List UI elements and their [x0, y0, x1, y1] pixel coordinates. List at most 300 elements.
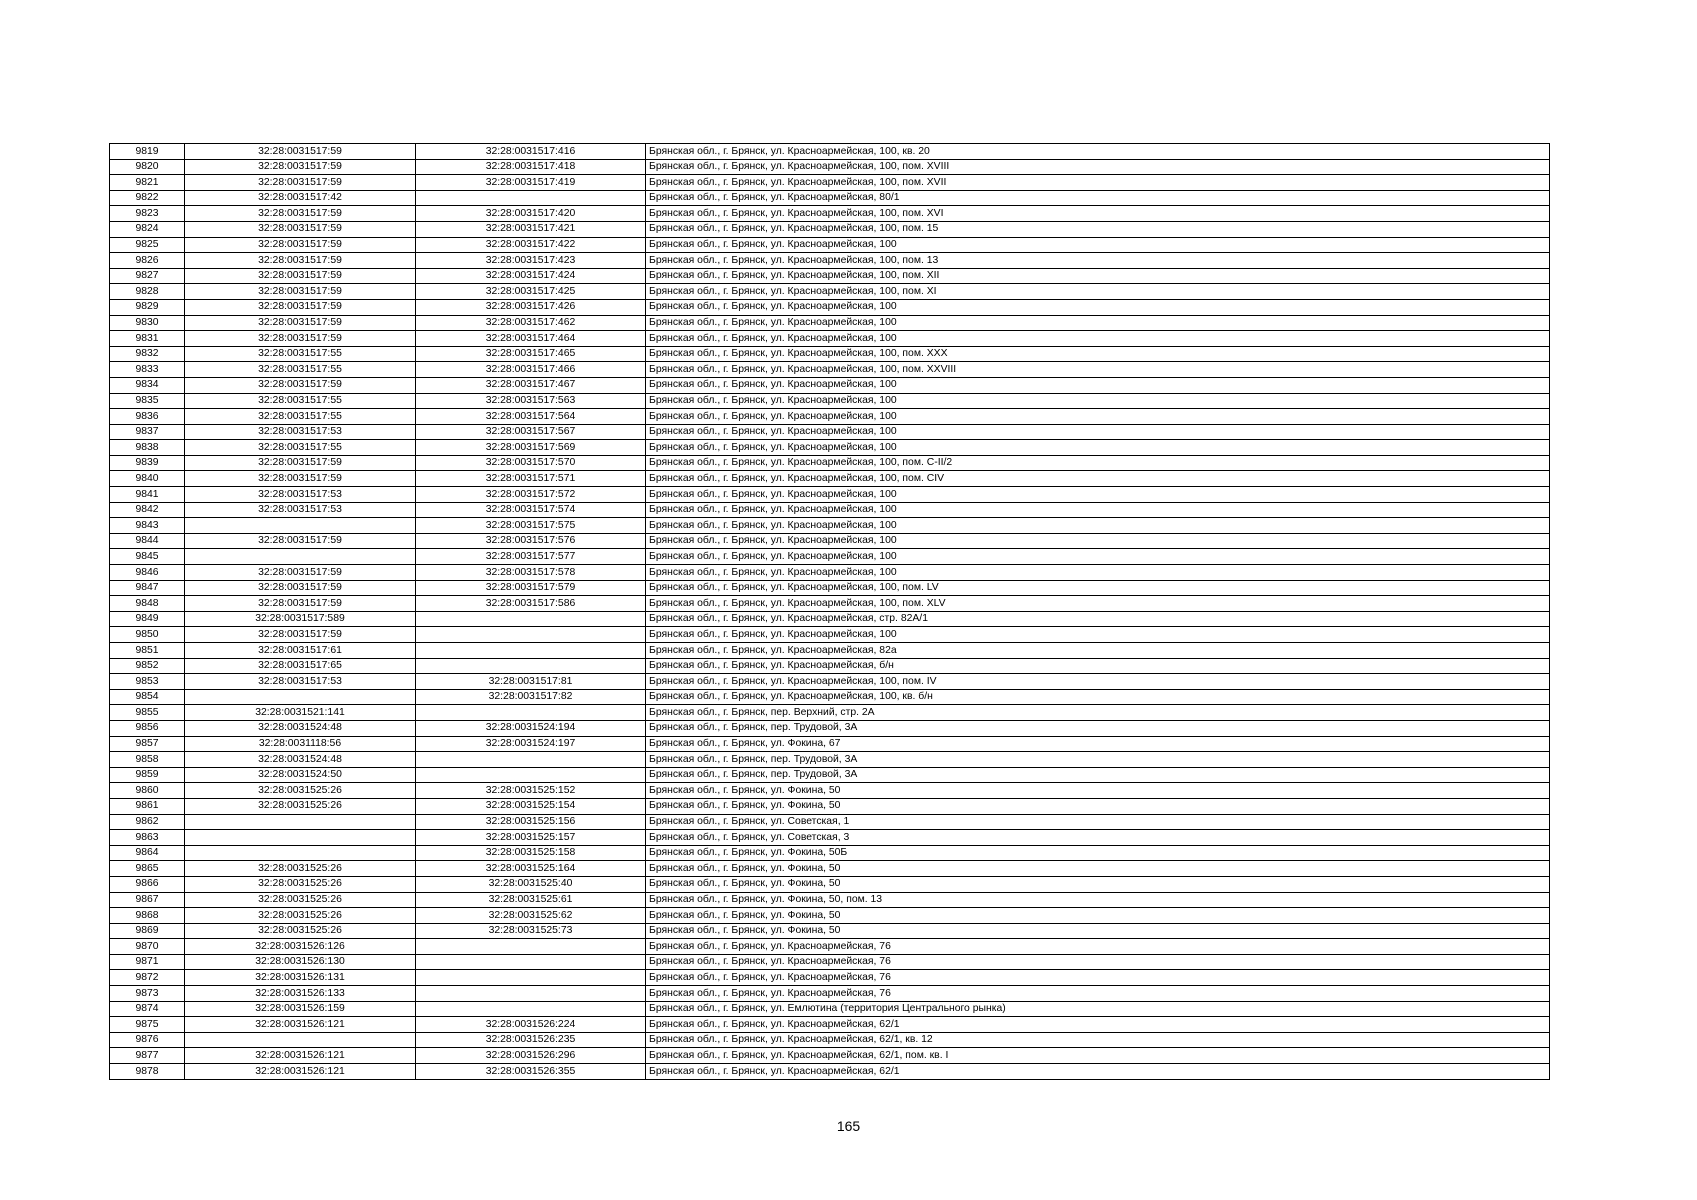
- parcel-cadastral-number-cell: 32:28:0031524:48: [185, 720, 416, 736]
- row-number-cell: 9849: [110, 611, 185, 627]
- address-cell: Брянская обл., г. Брянск, ул. Красноармейская, 76: [646, 939, 1550, 955]
- parcel-cadastral-number-cell: 32:28:0031517:59: [185, 315, 416, 331]
- parcel-cadastral-number-cell: 32:28:0031526:130: [185, 954, 416, 970]
- address-cell: Брянская обл., г. Брянск, ул. Красноармейская, 76: [646, 986, 1550, 1002]
- address-cell: Брянская обл., г. Брянск, ул. Красноармейская, стр. 82А/1: [646, 611, 1550, 627]
- table-row: [110, 939, 1550, 955]
- table-row: [110, 1001, 1550, 1017]
- row-number-cell: 9835: [110, 393, 185, 409]
- object-cadastral-number-cell: 32:28:0031525:61: [416, 892, 646, 908]
- row-number-cell: 9863: [110, 830, 185, 846]
- row-number-cell: 9856: [110, 720, 185, 736]
- address-cell: Брянская обл., г. Брянск, ул. Советская, 3: [646, 830, 1550, 846]
- address-cell: Брянская обл., г. Брянск, ул. Советская, 1: [646, 814, 1550, 830]
- object-cadastral-number-cell: [416, 611, 646, 627]
- parcel-cadastral-number-cell: 32:28:0031517:59: [185, 596, 416, 612]
- address-cell: Брянская обл., г. Брянск, ул. Фокина, 50: [646, 908, 1550, 924]
- row-number-cell: 9824: [110, 221, 185, 237]
- address-cell: Брянская обл., г. Брянск, ул. Красноармейская, 100, пом. XXX: [646, 346, 1550, 362]
- object-cadastral-number-cell: [416, 939, 646, 955]
- table-row: [110, 627, 1550, 643]
- parcel-cadastral-number-cell: 32:28:0031517:59: [185, 377, 416, 393]
- parcel-cadastral-number-cell: 32:28:0031517:59: [185, 627, 416, 643]
- table-row: [110, 424, 1550, 440]
- address-cell: Брянская обл., г. Брянск, ул. Красноармейская, 100: [646, 502, 1550, 518]
- object-cadastral-number-cell: 32:28:0031524:194: [416, 720, 646, 736]
- address-cell: Брянская обл., г. Брянск, ул. Емлютина (территория Центрального рынка): [646, 1001, 1550, 1017]
- table-row: [110, 1017, 1550, 1033]
- table-row: [110, 752, 1550, 768]
- address-cell: Брянская обл., г. Брянск, ул. Красноармейская, 100: [646, 299, 1550, 315]
- row-number-cell: 9831: [110, 331, 185, 347]
- parcel-cadastral-number-cell: 32:28:0031517:59: [185, 221, 416, 237]
- parcel-cadastral-number-cell: 32:28:0031526:133: [185, 986, 416, 1002]
- table-row: [110, 549, 1550, 565]
- object-cadastral-number-cell: 32:28:0031517:586: [416, 596, 646, 612]
- address-cell: Брянская обл., г. Брянск, ул. Красноармейская, 80/1: [646, 190, 1550, 206]
- row-number-cell: 9865: [110, 861, 185, 877]
- object-cadastral-number-cell: 32:28:0031525:157: [416, 830, 646, 846]
- address-cell: Брянская обл., г. Брянск, ул. Красноармейская, 76: [646, 954, 1550, 970]
- parcel-cadastral-number-cell: [185, 518, 416, 534]
- table-row: [110, 705, 1550, 721]
- row-number-cell: 9864: [110, 845, 185, 861]
- parcel-cadastral-number-cell: 32:28:0031526:121: [185, 1017, 416, 1033]
- row-number-cell: 9878: [110, 1064, 185, 1080]
- address-cell: Брянская обл., г. Брянск, пер. Трудовой, 3А: [646, 767, 1550, 783]
- row-number-cell: 9873: [110, 986, 185, 1002]
- parcel-cadastral-number-cell: 32:28:0031517:59: [185, 565, 416, 581]
- parcel-cadastral-number-cell: 32:28:0031524:50: [185, 767, 416, 783]
- object-cadastral-number-cell: [416, 658, 646, 674]
- table-row: [110, 487, 1550, 503]
- parcel-cadastral-number-cell: 32:28:0031517:59: [185, 580, 416, 596]
- address-cell: Брянская обл., г. Брянск, ул. Красноармейская, 100: [646, 409, 1550, 425]
- parcel-cadastral-number-cell: 32:28:0031517:59: [185, 159, 416, 175]
- row-number-cell: 9860: [110, 783, 185, 799]
- row-number-cell: 9842: [110, 502, 185, 518]
- row-number-cell: 9874: [110, 1001, 185, 1017]
- object-cadastral-number-cell: 32:28:0031517:576: [416, 533, 646, 549]
- object-cadastral-number-cell: 32:28:0031525:158: [416, 845, 646, 861]
- object-cadastral-number-cell: 32:28:0031525:154: [416, 798, 646, 814]
- address-cell: Брянская обл., г. Брянск, ул. Красноармейская, 100: [646, 565, 1550, 581]
- table-row: [110, 1048, 1550, 1064]
- address-cell: Брянская обл., г. Брянск, ул. Фокина, 67: [646, 736, 1550, 752]
- parcel-cadastral-number-cell: 32:28:0031517:59: [185, 253, 416, 269]
- row-number-cell: 9819: [110, 144, 185, 160]
- address-cell: Брянская обл., г. Брянск, ул. Красноармейская, 100, пом. 15: [646, 221, 1550, 237]
- row-number-cell: 9823: [110, 206, 185, 222]
- row-number-cell: 9826: [110, 253, 185, 269]
- page-number: 165: [836, 1118, 861, 1134]
- table-row: [110, 175, 1550, 191]
- address-cell: Брянская обл., г. Брянск, ул. Красноармейская, 100: [646, 518, 1550, 534]
- address-cell: Брянская обл., г. Брянск, пер. Трудовой, 3А: [646, 720, 1550, 736]
- object-cadastral-number-cell: 32:28:0031517:569: [416, 440, 646, 456]
- table-row: [110, 440, 1550, 456]
- table-row: [110, 362, 1550, 378]
- object-cadastral-number-cell: 32:28:0031517:575: [416, 518, 646, 534]
- table-row: [110, 892, 1550, 908]
- row-number-cell: 9828: [110, 284, 185, 300]
- row-number-cell: 9877: [110, 1048, 185, 1064]
- row-number-cell: 9853: [110, 674, 185, 690]
- row-number-cell: 9857: [110, 736, 185, 752]
- row-number-cell: 9850: [110, 627, 185, 643]
- parcel-cadastral-number-cell: [185, 830, 416, 846]
- table-row: [110, 830, 1550, 846]
- address-cell: Брянская обл., г. Брянск, ул. Красноармейская, 100, пом. XLV: [646, 596, 1550, 612]
- address-cell: Брянская обл., г. Брянск, ул. Красноармейская, 100, пом. CIV: [646, 471, 1550, 487]
- address-cell: Брянская обл., г. Брянск, ул. Красноармейская, 100, пом. XVII: [646, 175, 1550, 191]
- table-row: [110, 455, 1550, 471]
- table-body: [110, 144, 1550, 1080]
- table-row: [110, 1032, 1550, 1048]
- row-number-cell: 9821: [110, 175, 185, 191]
- cadastral-registry-table: [109, 143, 1550, 1080]
- parcel-cadastral-number-cell: 32:28:0031517:55: [185, 362, 416, 378]
- row-number-cell: 9838: [110, 440, 185, 456]
- table-row: [110, 783, 1550, 799]
- parcel-cadastral-number-cell: 32:28:0031517:59: [185, 144, 416, 160]
- object-cadastral-number-cell: 32:28:0031517:422: [416, 237, 646, 253]
- table-row: [110, 565, 1550, 581]
- address-cell: Брянская обл., г. Брянск, пер. Трудовой, 3А: [646, 752, 1550, 768]
- address-cell: Брянская обл., г. Брянск, ул. Фокина, 50, пом. 13: [646, 892, 1550, 908]
- row-number-cell: 9836: [110, 409, 185, 425]
- table-row: [110, 299, 1550, 315]
- row-number-cell: 9848: [110, 596, 185, 612]
- table-row: [110, 206, 1550, 222]
- address-cell: Брянская обл., г. Брянск, ул. Красноармейская, 100, пом. LV: [646, 580, 1550, 596]
- table-row: [110, 643, 1550, 659]
- object-cadastral-number-cell: 32:28:0031517:81: [416, 674, 646, 690]
- row-number-cell: 9841: [110, 487, 185, 503]
- object-cadastral-number-cell: 32:28:0031517:416: [416, 144, 646, 160]
- object-cadastral-number-cell: 32:28:0031517:462: [416, 315, 646, 331]
- parcel-cadastral-number-cell: [185, 1032, 416, 1048]
- object-cadastral-number-cell: [416, 190, 646, 206]
- table-row: [110, 736, 1550, 752]
- object-cadastral-number-cell: 32:28:0031526:235: [416, 1032, 646, 1048]
- table-row: [110, 190, 1550, 206]
- address-cell: Брянская обл., г. Брянск, ул. Красноармейская, 62/1, пом. кв. I: [646, 1048, 1550, 1064]
- address-cell: Брянская обл., г. Брянск, ул. Красноармейская, 100: [646, 533, 1550, 549]
- table-row: [110, 876, 1550, 892]
- table-row: [110, 611, 1550, 627]
- table-row: [110, 954, 1550, 970]
- object-cadastral-number-cell: 32:28:0031517:578: [416, 565, 646, 581]
- address-cell: Брянская обл., г. Брянск, ул. Красноармейская, 100, пом. C-II/2: [646, 455, 1550, 471]
- row-number-cell: 9830: [110, 315, 185, 331]
- row-number-cell: 9843: [110, 518, 185, 534]
- object-cadastral-number-cell: 32:28:0031517:466: [416, 362, 646, 378]
- parcel-cadastral-number-cell: 32:28:0031517:53: [185, 502, 416, 518]
- row-number-cell: 9840: [110, 471, 185, 487]
- object-cadastral-number-cell: [416, 954, 646, 970]
- object-cadastral-number-cell: [416, 986, 646, 1002]
- row-number-cell: 9867: [110, 892, 185, 908]
- object-cadastral-number-cell: 32:28:0031525:152: [416, 783, 646, 799]
- parcel-cadastral-number-cell: 32:28:0031517:65: [185, 658, 416, 674]
- parcel-cadastral-number-cell: 32:28:0031526:121: [185, 1064, 416, 1080]
- parcel-cadastral-number-cell: 32:28:0031517:59: [185, 471, 416, 487]
- object-cadastral-number-cell: 32:28:0031517:419: [416, 175, 646, 191]
- table-row: [110, 409, 1550, 425]
- parcel-cadastral-number-cell: 32:28:0031525:26: [185, 923, 416, 939]
- parcel-cadastral-number-cell: 32:28:0031517:42: [185, 190, 416, 206]
- table-row: [110, 331, 1550, 347]
- address-cell: Брянская обл., г. Брянск, ул. Фокина, 50: [646, 923, 1550, 939]
- object-cadastral-number-cell: 32:28:0031517:426: [416, 299, 646, 315]
- object-cadastral-number-cell: 32:28:0031517:423: [416, 253, 646, 269]
- object-cadastral-number-cell: 32:28:0031517:421: [416, 221, 646, 237]
- address-cell: Брянская обл., г. Брянск, ул. Красноармейская, 100: [646, 440, 1550, 456]
- parcel-cadastral-number-cell: 32:28:0031517:59: [185, 455, 416, 471]
- parcel-cadastral-number-cell: 32:28:0031526:131: [185, 970, 416, 986]
- address-cell: Брянская обл., г. Брянск, ул. Красноармейская, 100: [646, 549, 1550, 565]
- object-cadastral-number-cell: 32:28:0031526:296: [416, 1048, 646, 1064]
- table-row: [110, 580, 1550, 596]
- row-number-cell: 9859: [110, 767, 185, 783]
- object-cadastral-number-cell: 32:28:0031517:418: [416, 159, 646, 175]
- row-number-cell: 9875: [110, 1017, 185, 1033]
- row-number-cell: 9872: [110, 970, 185, 986]
- object-cadastral-number-cell: 32:28:0031525:73: [416, 923, 646, 939]
- parcel-cadastral-number-cell: [185, 814, 416, 830]
- object-cadastral-number-cell: 32:28:0031517:82: [416, 689, 646, 705]
- row-number-cell: 9822: [110, 190, 185, 206]
- row-number-cell: 9858: [110, 752, 185, 768]
- table-row: [110, 674, 1550, 690]
- address-cell: Брянская обл., г. Брянск, ул. Красноармейская, 82а: [646, 643, 1550, 659]
- object-cadastral-number-cell: 32:28:0031517:425: [416, 284, 646, 300]
- object-cadastral-number-cell: 32:28:0031526:355: [416, 1064, 646, 1080]
- object-cadastral-number-cell: 32:28:0031517:564: [416, 409, 646, 425]
- parcel-cadastral-number-cell: 32:28:0031524:48: [185, 752, 416, 768]
- object-cadastral-number-cell: [416, 643, 646, 659]
- table-row: [110, 720, 1550, 736]
- row-number-cell: 9837: [110, 424, 185, 440]
- table-row: [110, 814, 1550, 830]
- parcel-cadastral-number-cell: 32:28:0031517:61: [185, 643, 416, 659]
- table-row: [110, 268, 1550, 284]
- object-cadastral-number-cell: 32:28:0031525:164: [416, 861, 646, 877]
- address-cell: Брянская обл., г. Брянск, ул. Красноармейская, 100: [646, 315, 1550, 331]
- object-cadastral-number-cell: [416, 767, 646, 783]
- address-cell: Брянская обл., г. Брянск, ул. Красноармейская, 100, пом. 13: [646, 253, 1550, 269]
- table-row: [110, 861, 1550, 877]
- parcel-cadastral-number-cell: [185, 689, 416, 705]
- row-number-cell: 9852: [110, 658, 185, 674]
- address-cell: Брянская обл., г. Брянск, ул. Красноармейская, 62/1: [646, 1064, 1550, 1080]
- table-row: [110, 596, 1550, 612]
- row-number-cell: 9829: [110, 299, 185, 315]
- table-row: [110, 393, 1550, 409]
- address-cell: Брянская обл., г. Брянск, ул. Фокина, 50: [646, 783, 1550, 799]
- table-row: [110, 533, 1550, 549]
- row-number-cell: 9833: [110, 362, 185, 378]
- address-cell: Брянская обл., г. Брянск, ул. Фокина, 50: [646, 798, 1550, 814]
- table-row: [110, 159, 1550, 175]
- parcel-cadastral-number-cell: 32:28:0031517:53: [185, 424, 416, 440]
- parcel-cadastral-number-cell: 32:28:0031118:56: [185, 736, 416, 752]
- object-cadastral-number-cell: [416, 705, 646, 721]
- parcel-cadastral-number-cell: 32:28:0031517:59: [185, 331, 416, 347]
- row-number-cell: 9851: [110, 643, 185, 659]
- parcel-cadastral-number-cell: 32:28:0031517:59: [185, 284, 416, 300]
- address-cell: Брянская обл., г. Брянск, ул. Красноармейская, 100, пом. XVI: [646, 206, 1550, 222]
- table-row: [110, 253, 1550, 269]
- address-cell: Брянская обл., г. Брянск, ул. Красноармейская, 100: [646, 377, 1550, 393]
- object-cadastral-number-cell: [416, 1001, 646, 1017]
- table-row: [110, 689, 1550, 705]
- parcel-cadastral-number-cell: 32:28:0031517:59: [185, 175, 416, 191]
- parcel-cadastral-number-cell: 32:28:0031526:121: [185, 1048, 416, 1064]
- table-row: [110, 502, 1550, 518]
- address-cell: Брянская обл., г. Брянск, ул. Красноармейская, 100, пом. XI: [646, 284, 1550, 300]
- address-cell: Брянская обл., г. Брянск, ул. Красноармейская, 76: [646, 970, 1550, 986]
- object-cadastral-number-cell: 32:28:0031517:571: [416, 471, 646, 487]
- parcel-cadastral-number-cell: 32:28:0031526:159: [185, 1001, 416, 1017]
- object-cadastral-number-cell: 32:28:0031517:570: [416, 455, 646, 471]
- table-row: [110, 986, 1550, 1002]
- address-cell: Брянская обл., г. Брянск, ул. Красноармейская, 100, пом. XVIII: [646, 159, 1550, 175]
- parcel-cadastral-number-cell: 32:28:0031517:53: [185, 674, 416, 690]
- row-number-cell: 9866: [110, 876, 185, 892]
- table-row: [110, 237, 1550, 253]
- row-number-cell: 9825: [110, 237, 185, 253]
- address-cell: Брянская обл., г. Брянск, ул. Красноармейская, 100, пом. IV: [646, 674, 1550, 690]
- parcel-cadastral-number-cell: 32:28:0031517:59: [185, 237, 416, 253]
- parcel-cadastral-number-cell: [185, 845, 416, 861]
- parcel-cadastral-number-cell: 32:28:0031525:26: [185, 861, 416, 877]
- parcel-cadastral-number-cell: 32:28:0031517:59: [185, 206, 416, 222]
- object-cadastral-number-cell: 32:28:0031517:572: [416, 487, 646, 503]
- parcel-cadastral-number-cell: 32:28:0031525:26: [185, 908, 416, 924]
- parcel-cadastral-number-cell: 32:28:0031517:55: [185, 409, 416, 425]
- parcel-cadastral-number-cell: 32:28:0031521:141: [185, 705, 416, 721]
- parcel-cadastral-number-cell: 32:28:0031517:55: [185, 346, 416, 362]
- object-cadastral-number-cell: 32:28:0031517:579: [416, 580, 646, 596]
- address-cell: Брянская обл., г. Брянск, ул. Красноармейская, 62/1, кв. 12: [646, 1032, 1550, 1048]
- row-number-cell: 9834: [110, 377, 185, 393]
- address-cell: Брянская обл., г. Брянск, ул. Красноармейская, 100: [646, 331, 1550, 347]
- row-number-cell: 9869: [110, 923, 185, 939]
- object-cadastral-number-cell: [416, 752, 646, 768]
- parcel-cadastral-number-cell: 32:28:0031517:59: [185, 268, 416, 284]
- table-row: [110, 221, 1550, 237]
- table-row: [110, 798, 1550, 814]
- table-row: [110, 518, 1550, 534]
- object-cadastral-number-cell: [416, 627, 646, 643]
- address-cell: Брянская обл., г. Брянск, ул. Красноармейская, 100, пом. XXVIII: [646, 362, 1550, 378]
- object-cadastral-number-cell: 32:28:0031524:197: [416, 736, 646, 752]
- address-cell: Брянская обл., г. Брянск, ул. Фокина, 50Б: [646, 845, 1550, 861]
- table-row: [110, 923, 1550, 939]
- table-row: [110, 315, 1550, 331]
- table-row: [110, 970, 1550, 986]
- address-cell: Брянская обл., г. Брянск, ул. Красноармейская, 100, пом. XII: [646, 268, 1550, 284]
- parcel-cadastral-number-cell: 32:28:0031525:26: [185, 876, 416, 892]
- address-cell: Брянская обл., г. Брянск, ул. Красноармейская, 100: [646, 487, 1550, 503]
- row-number-cell: 9844: [110, 533, 185, 549]
- object-cadastral-number-cell: 32:28:0031517:424: [416, 268, 646, 284]
- table-row: [110, 284, 1550, 300]
- row-number-cell: 9871: [110, 954, 185, 970]
- row-number-cell: 9847: [110, 580, 185, 596]
- row-number-cell: 9820: [110, 159, 185, 175]
- table-row: [110, 377, 1550, 393]
- parcel-cadastral-number-cell: 32:28:0031517:55: [185, 393, 416, 409]
- row-number-cell: 9870: [110, 939, 185, 955]
- parcel-cadastral-number-cell: 32:28:0031525:26: [185, 798, 416, 814]
- object-cadastral-number-cell: 32:28:0031517:467: [416, 377, 646, 393]
- row-number-cell: 9832: [110, 346, 185, 362]
- object-cadastral-number-cell: 32:28:0031517:577: [416, 549, 646, 565]
- object-cadastral-number-cell: [416, 970, 646, 986]
- table-row: [110, 1064, 1550, 1080]
- table-row: [110, 658, 1550, 674]
- row-number-cell: 9845: [110, 549, 185, 565]
- parcel-cadastral-number-cell: 32:28:0031517:53: [185, 487, 416, 503]
- parcel-cadastral-number-cell: [185, 549, 416, 565]
- object-cadastral-number-cell: 32:28:0031525:62: [416, 908, 646, 924]
- object-cadastral-number-cell: 32:28:0031517:563: [416, 393, 646, 409]
- address-cell: Брянская обл., г. Брянск, пер. Верхний, стр. 2А: [646, 705, 1550, 721]
- object-cadastral-number-cell: 32:28:0031517:567: [416, 424, 646, 440]
- object-cadastral-number-cell: 32:28:0031525:40: [416, 876, 646, 892]
- address-cell: Брянская обл., г. Брянск, ул. Красноармейская, 100: [646, 393, 1550, 409]
- row-number-cell: 9839: [110, 455, 185, 471]
- object-cadastral-number-cell: 32:28:0031517:464: [416, 331, 646, 347]
- row-number-cell: 9855: [110, 705, 185, 721]
- address-cell: Брянская обл., г. Брянск, ул. Красноармейская, 100, кв. 20: [646, 144, 1550, 160]
- address-cell: Брянская обл., г. Брянск, ул. Красноармейская, 62/1: [646, 1017, 1550, 1033]
- parcel-cadastral-number-cell: 32:28:0031517:55: [185, 440, 416, 456]
- row-number-cell: 9846: [110, 565, 185, 581]
- row-number-cell: 9862: [110, 814, 185, 830]
- address-cell: Брянская обл., г. Брянск, ул. Фокина, 50: [646, 876, 1550, 892]
- table-row: [110, 144, 1550, 160]
- object-cadastral-number-cell: 32:28:0031526:224: [416, 1017, 646, 1033]
- address-cell: Брянская обл., г. Брянск, ул. Красноармейская, 100: [646, 424, 1550, 440]
- table-row: [110, 767, 1550, 783]
- object-cadastral-number-cell: 32:28:0031525:156: [416, 814, 646, 830]
- row-number-cell: 9868: [110, 908, 185, 924]
- table-row: [110, 845, 1550, 861]
- address-cell: Брянская обл., г. Брянск, ул. Красноармейская, 100: [646, 237, 1550, 253]
- row-number-cell: 9827: [110, 268, 185, 284]
- row-number-cell: 9854: [110, 689, 185, 705]
- parcel-cadastral-number-cell: 32:28:0031526:126: [185, 939, 416, 955]
- parcel-cadastral-number-cell: 32:28:0031517:589: [185, 611, 416, 627]
- address-cell: Брянская обл., г. Брянск, ул. Фокина, 50: [646, 861, 1550, 877]
- object-cadastral-number-cell: 32:28:0031517:420: [416, 206, 646, 222]
- parcel-cadastral-number-cell: 32:28:0031517:59: [185, 299, 416, 315]
- parcel-cadastral-number-cell: 32:28:0031525:26: [185, 783, 416, 799]
- address-cell: Брянская обл., г. Брянск, ул. Красноармейская, б/н: [646, 658, 1550, 674]
- table-row: [110, 471, 1550, 487]
- table-row: [110, 346, 1550, 362]
- address-cell: Брянская обл., г. Брянск, ул. Красноармейская, 100, кв. б/н: [646, 689, 1550, 705]
- address-cell: Брянская обл., г. Брянск, ул. Красноармейская, 100: [646, 627, 1550, 643]
- parcel-cadastral-number-cell: 32:28:0031517:59: [185, 533, 416, 549]
- table-row: [110, 908, 1550, 924]
- object-cadastral-number-cell: 32:28:0031517:574: [416, 502, 646, 518]
- object-cadastral-number-cell: 32:28:0031517:465: [416, 346, 646, 362]
